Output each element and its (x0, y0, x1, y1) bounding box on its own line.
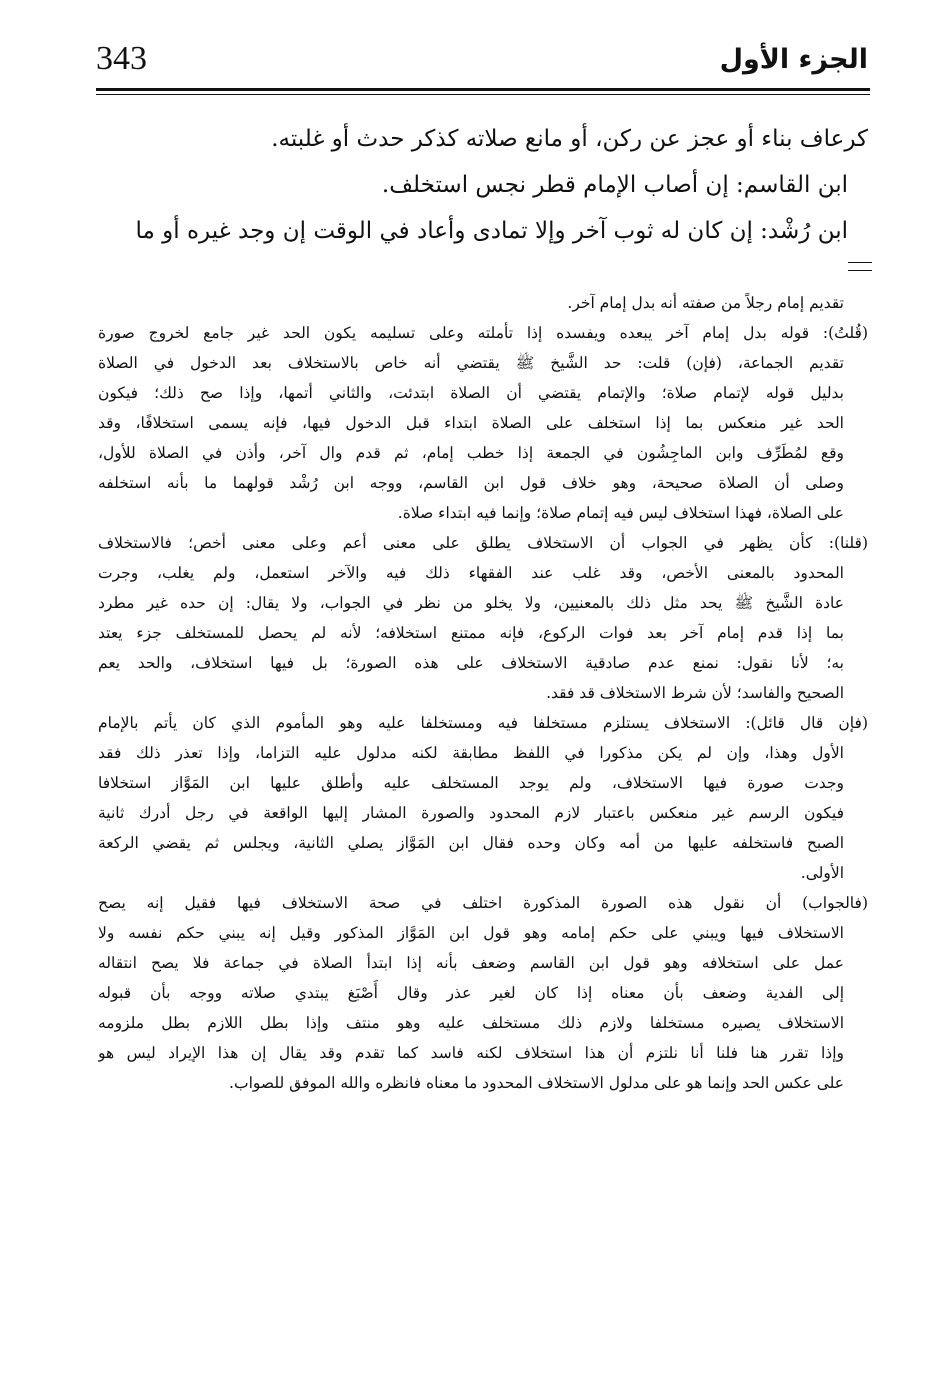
footnote-line: على الصلاة، فهذا استخلاف ليس فيه إتمام صلاة؛ وإنما فيه ابتداء صلاة. (397, 504, 844, 522)
footnote-line: عمل على استخلافه وهو قول ابن القاسم وضعف بأنه إذا ابتدأ الصلاة في جماعة فلا يصح انتقاله (98, 954, 844, 972)
footnote-line: به؛ لأنا نقول: نمنع عدم صادقية الاستخلاف على هذه الصورة؛ بل فيها استخلاف، والحد يعم (98, 654, 844, 672)
footnote-line: إلى الفدية وضعف بأن معناه إذا كان لغير عذر وقال أَصْبَغ يبتدي صلاته ووجه بأن قبوله (98, 984, 844, 1002)
footnote-line: عادة الشَّيخ ﷺ يحد مثل ذلك بالمعنيين، ولا يخلو من نظر في الجواب، ولا يقال: إن حده غير مطرد (98, 594, 844, 612)
footnote-line: الأول وهذا، وإن لم يكن مذكورا في اللفظ مطابقة لكنه مدلول عليه التزاما، وإذا تعذر ذلك فقد (98, 744, 844, 762)
footnote-line: الصبح فاستخلفه عليها من أمه وكان وحده فقال ابن المَوَّاز يصلي الثانية، ويجلس ثم يقضي الركعة (98, 834, 844, 852)
continuation-mark (848, 262, 872, 271)
footnote-line: الحد غير منعكس بما إذا استخلف على الصلاة ابتداء قبل الدخول فيها، فإنه يسمى استخلافًا، وقد (98, 414, 844, 432)
footnote-line: (فإن قال قائل): الاستخلاف يستلزم مستخلفا فيه ومستخلفا عليه وهو المأموم الذي كان يأتم بالإمام (98, 714, 868, 732)
footnote-line: وجدت صورة فيها الاستخلاف، ولم يوجد المستخلف عليه وأطلق عليها ابن المَوَّاز استخلافا (98, 774, 844, 792)
footnote-line: وصلى أن الصلاة صحيحة، وهو خلاف قول ابن القاسم، ووجه ابن رُشْد قولهما ما بأنه استخلفه (98, 474, 844, 492)
footnote-line: تقديم الجماعة، (فإن) قلت: حد الشَّيخ ﷺ يقتضي أنه خاص بالاستخلاف بعد الدخول في الصلاة (98, 354, 844, 372)
footnote-line: الاستخلاف يصيره مستخلفا ولازم ذلك مستخلف عليه وهو منتف وإذا بطل اللازم بطل ملزومه (98, 1014, 844, 1032)
footnote-line: الاستخلاف فيها ويبني على حكم إمامه وهو قول ابن المَوَّاز المذكور وقيل إنه يبني حكم نفسه ولا (98, 924, 844, 942)
header-rule-thick (96, 88, 870, 91)
footnote-line: الصحيح والفاسد؛ لأن شرط الاستخلاف قد فقد. (546, 684, 844, 702)
header-rule-thin (96, 94, 870, 95)
footnote-line: الأولى. (800, 864, 844, 882)
footnote-line: بدليل قوله لإتمام صلاة؛ والإتمام يقتضي أن الصلاة ابتدئت، والثاني أتمها، وإذا صح ذلك؛ فيكون (98, 384, 844, 402)
footnote-line: وإذا تقرر هنا فلنا أنا نلتزم أن هذا استخلاف لكنه فاسد كما تقدم وقد يقال إن هذا الإيراد ليس هو (98, 1044, 844, 1062)
page-number: 343 (96, 40, 147, 77)
footnote-line: وقع لمُطَرِّف وابن الماجِشُون في الجمعة إذا خطب إمام، ثم قدم وال آخر، وأذن في الصلاة للأول، (98, 444, 844, 462)
main-text-line: ابن رُشْد: إن كان له ثوب آخر وإلا تمادى وأعاد في الوقت إن وجد غيره أو ما (135, 218, 848, 244)
footnote-line: فيكون الرسم غير منعكس باعتبار لازم المحدود والصورة المشار إليها الواقعة في رجل أدرك ثانية (98, 804, 844, 822)
footnotes (98, 288, 868, 1098)
footnote-line: (قلنا): كأن يظهر في الجواب أن الاستخلاف يطلق على معنى أعم وعلى معنى أخص؛ فالاستخلاف (98, 534, 868, 552)
main-text-line: ابن القاسم: إن أصاب الإمام قطر نجس استخلف. (381, 172, 848, 198)
footnote-line: على عكس الحد وإنما هو على مدلول الاستخلاف المحدود ما معناه فانظره والله الموفق للصواب. (229, 1074, 844, 1092)
main-text-line: كرعاف بناء أو عجز عن ركن، أو مانع صلاته كذكر حدث أو غلبته. (271, 126, 868, 152)
footnote-line: تقديم إمام رجلاً من صفته أنه بدل إمام آخر. (567, 294, 844, 312)
footnote-line: (فالجواب) أن نقول هذه الصورة المذكورة اختلف في صحة الاستخلاف فيها فقيل إنه يصح (98, 894, 868, 912)
main-text (98, 116, 868, 254)
footnote-line: المحدود بالمعنى الأخص، وقد غلب عند الفقهاء ذلك فيه والآخر استعمل، ولم يغلب، وجرت (98, 564, 844, 582)
running-title: الجزء الأول (719, 44, 868, 75)
footnote-line: (قُلتُ): قوله بدل إمام آخر يبعده ويفسده إذا تأملته وعلى تسليمه يكون الحد غير جامع لخروج صورة (98, 324, 868, 342)
footnote-line: بما إذا قدم إمام آخر بعد فوات الركوع، فإنه ممتنع استخلافه؛ لأنه لم يحصل للمستخلف جزء يعتد (98, 624, 844, 642)
